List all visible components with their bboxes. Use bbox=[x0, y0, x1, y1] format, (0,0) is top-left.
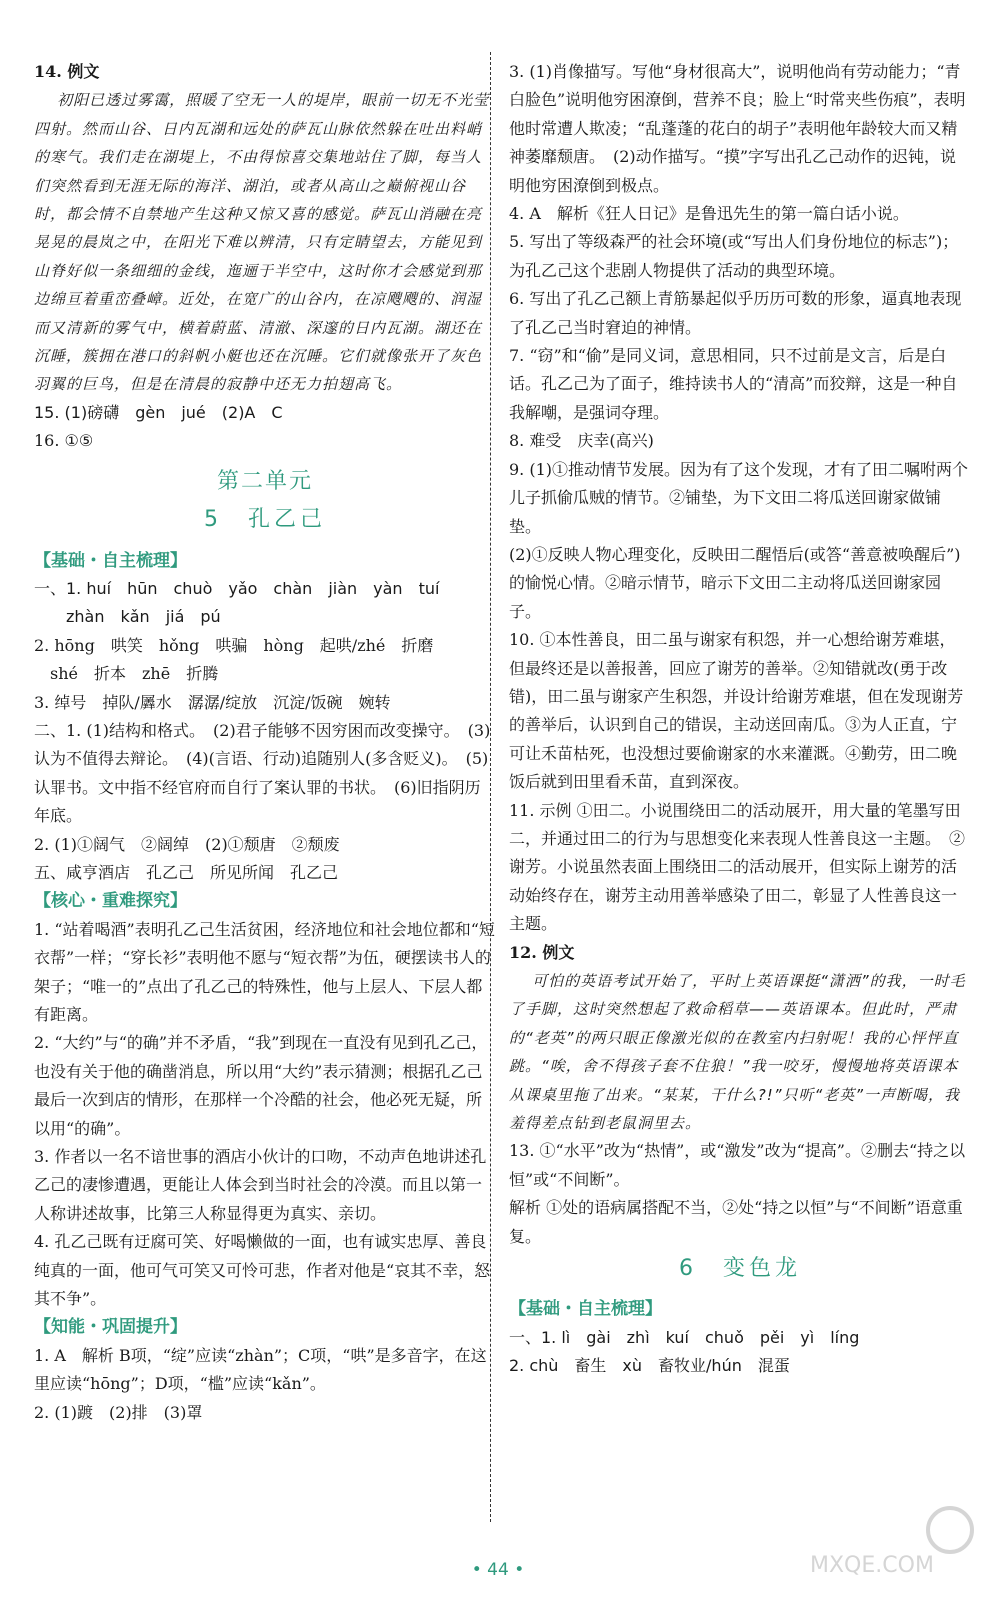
z1: 1. A 解析 B项，“绽”应读“zhàn”；C项，“哄”是多音字，在这里应读“hōng”；D项，“槛”应读“kǎn”。 bbox=[34, 1345, 487, 1394]
b2: 2. chù 畜生 xù 畜牧业/hún 混蛋 bbox=[509, 1356, 790, 1376]
r8: 8. 难受 庆幸(高兴) bbox=[509, 431, 654, 451]
s1-2b: shé 折本 zhē 折腾 bbox=[34, 664, 219, 684]
r13b: 解析 ①处的语病属搭配不当，②处“持之以恒”与“不间断”语意重复。 bbox=[509, 1198, 963, 1246]
s1-2: 2. hōng 哄笑 hǒng 哄骗 hòng 起哄/zhé 折磨 bbox=[34, 635, 434, 655]
section-basic: 【基础・自主梳理】 bbox=[34, 550, 187, 571]
q16: 16. ①⑤ bbox=[34, 431, 94, 451]
r4: 4. A 解析《狂人日记》是鲁迅先生的第一篇白话小说。 bbox=[509, 204, 909, 224]
s1-1: 一、1. huí hūn chuò yǎo chàn jiàn yàn tuí bbox=[34, 578, 440, 598]
q15: 15. (1)磅礴 gèn jué (2)A C bbox=[34, 402, 283, 422]
right-column bbox=[509, 58, 971, 1381]
r5: 5. 写出了等级森严的社会环境(或“写出人们身份地位的标志”)；为孔乙己这个悲剧人物提供了活动的典型环境。 bbox=[509, 232, 959, 280]
z2: 2. (1)踱 (2)排 (3)罩 bbox=[34, 1402, 203, 1422]
s2-2: 2. (1)①阔气 ②阔绰 (2)①颓唐 ②颓废 bbox=[34, 834, 340, 854]
s2-1: 二、1. (1)结构和格式。 (2)君子能够不因穷困而改变操守。 (3)认为不值得去辩论。 (4)(言语、行动)追随别人(多含贬义)。 (5)认罪书。文中指不经官府而自行了案认罪的书状。 (6)旧指阴历年底。 bbox=[34, 720, 491, 826]
lesson-title: 5 孔乙己 bbox=[204, 507, 326, 533]
r7: 7. “窃”和“偷”是同义词，意思相同，只不过前是文言，后是白话。孔乙己为了面子，维持读书人的“清高”而狡辩，这是一种自我解嘲，是强词夺理。 bbox=[509, 346, 958, 422]
b1: 一、1. lì gài zhì kuí chuǒ pěi yì líng bbox=[509, 1327, 860, 1347]
section-skill: 【知能・巩固提升】 bbox=[34, 1317, 187, 1338]
s1-1b: zhàn kǎn jiá pú bbox=[34, 607, 221, 627]
r10: 10. ①本性善良，田二虽与谢家有积怨，并一心想给谢芳难堪，但最终还是以善报善，回应了谢芳的善举。②知错就改(勇于改错)，田二虽与谢家产生积怨，并设计给谢芳难堪，但在发现谢芳的善举后，认识到自己的错误，主动送回南瓜。③为人正直，宁可让禾苗枯死，也没想过要偷谢家的水来灌溉。④勤劳，田二晚饭后就到田里看禾苗，直到深夜。 bbox=[509, 630, 964, 792]
unit-title: 第二单元 bbox=[216, 468, 313, 494]
r13: 13. ①“水平”改为“热情”，或“激发”改为“提高”。②删去“持之以恒”或“不间断”。 bbox=[509, 1141, 966, 1189]
r9: 9. (1)①推动情节发展。因为有了这个发现，才有了田二嘱咐两个儿子抓偷瓜贼的情节。②铺垫，为下文田二将瓜送回谢家做铺垫。 bbox=[509, 459, 969, 536]
left-column bbox=[34, 58, 496, 1427]
r12-essay: 可怕的英语考试开始了，平时上英语课挺“潇洒”的我，一时毛了手脚，这时突然想起了救命稻草——英语课本。但此时，严肃的“老英”的两只眼正像激光似的在教室内扫射呢！我的心怦怦直跳。“唉，舍不得孩子套不住狼！”我一咬牙，慢慢地将英语课本从课桌里拖了出来。“某某，干什么?!”只听“老英”一声断喝，我羞得差点钻到老鼠洞里去。 bbox=[509, 972, 966, 1133]
r6: 6. 写出了孔乙己额上青筋暴起似乎历历可数的形象，逼真地表现了孔乙己当时窘迫的神情。 bbox=[509, 289, 962, 337]
r3: 3. (1)肖像描写。写他“身材很高大”，说明他尚有劳动能力；“青白脸色”说明他穷困潦倒，营养不良；脸上“时常夹些伤痕”，表明他时常遭人欺凌；“乱蓬蓬的花白的胡子”表明他年龄较大而又精神萎靡颓唐。 (2)动作描写。“摸”字写出孔乙己动作的迟钝，说明他穷困潦倒到极点。 bbox=[509, 62, 966, 195]
section-basic-2: 【基础・自主梳理】 bbox=[509, 1299, 662, 1320]
q14-essay: 初阳已透过雾霭，照暖了空无一人的堤岸，眼前一切无不光莹四射。然而山谷、日内瓦湖和远处的萨瓦山脉依然躲在吐出料峭的寒气。我们走在湖堤上，不由得惊喜交集地站住了脚，每当人们突然看到无涯无际的海洋、湖泊，或者从高山之巅俯视山谷时，都会情不自禁地产生这种又惊又喜的感觉。萨瓦山消融在亮晃晃的晨岚之中，在阳光下难以辨清，只有定睛望去，方能见到山脊好似一条细细的金线，迤逦于半空中，这时你才会感觉到那边绵亘着重峦叠嶂。近处，在宽广的山谷内，在凉飕飕的、润湿而又清新的雾气中，横着蔚蓝、清澈、深邃的日内瓦湖。湖还在沉睡，簇拥在港口的斜帆小艇也还在沉睡。它们就像张开了灰色羽翼的巨鸟，但是在清晨的寂静中还无力拍翅高飞。 bbox=[34, 91, 490, 394]
page-number: • 44 • bbox=[471, 1560, 525, 1580]
r11: 11. 示例 ①田二。小说围绕田二的活动展开，用大量的笔墨写田二，并通过田二的行为与思想变化来表现人性善良这一主题。 ②谢芳。小说虽然表面上围绕田二的活动展开，但实际上谢芳的活动始终存在，谢芳主动用善举感染了田二，彰显了人性善良这一主题。 bbox=[509, 800, 966, 934]
k3: 3. 作者以一名不谙世事的酒店小伙计的口吻，不动声色地讲述孔乙己的凄惨遭遇，更能让人体会到当时社会的冷漠。而且以第一人称讲述故事，比第三人称显得更为真实、亲切。 bbox=[34, 1147, 487, 1223]
s5: 五、咸亨酒店 孔乙己 所见所闻 孔乙己 bbox=[34, 862, 339, 882]
k1: 1. “站着喝酒”表明孔乙己生活贫困，经济地位和社会地位都和“短衣帮”一样；“穿长衫”表明他不愿与“短衣帮”为伍，硬摆读书人的架子；“唯一的”点出了孔乙己的特殊性，他与上层人、下层人都有距离。 bbox=[34, 919, 495, 1024]
s1-3: 3. 绰号 掉队/羼水 潺潺/绽放 沉淀/饭碗 婉转 bbox=[34, 692, 391, 712]
k2: 2. “大约”与“的确”并不矛盾，“我”到现在一直没有见到孔乙己，也没有关于他的确凿消息，所以用“大约”表示猜测；根据孔乙己最后一次到店的情形，在那样一个冷酷的社会，他必死无疑，所以用“的确”。 bbox=[34, 1033, 488, 1138]
r12-heading: 12. 例文 bbox=[509, 942, 575, 962]
k4: 4. 孔乙己既有迂腐可笑、好喝懒做的一面，也有诚实忠厚、善良纯真的一面，他可气可笑又可怜可悲，作者对他是“哀其不幸，怒其不争”。 bbox=[34, 1232, 491, 1309]
r9b: (2)①反映人物心理变化，反映田二醒悟后(或答“善意被唤醒后”)的愉悦心情。②暗示情节，暗示下文田二主动将瓜送回谢家园子。 bbox=[509, 544, 961, 621]
q14-heading: 14. 例文 bbox=[34, 62, 100, 81]
watermark-logo-icon bbox=[800, 1500, 980, 1580]
watermark-text: MXQE.COM bbox=[810, 1553, 934, 1578]
lesson6-title: 6 变色龙 bbox=[679, 1256, 801, 1282]
section-core: 【核心・重难探究】 bbox=[34, 891, 187, 912]
